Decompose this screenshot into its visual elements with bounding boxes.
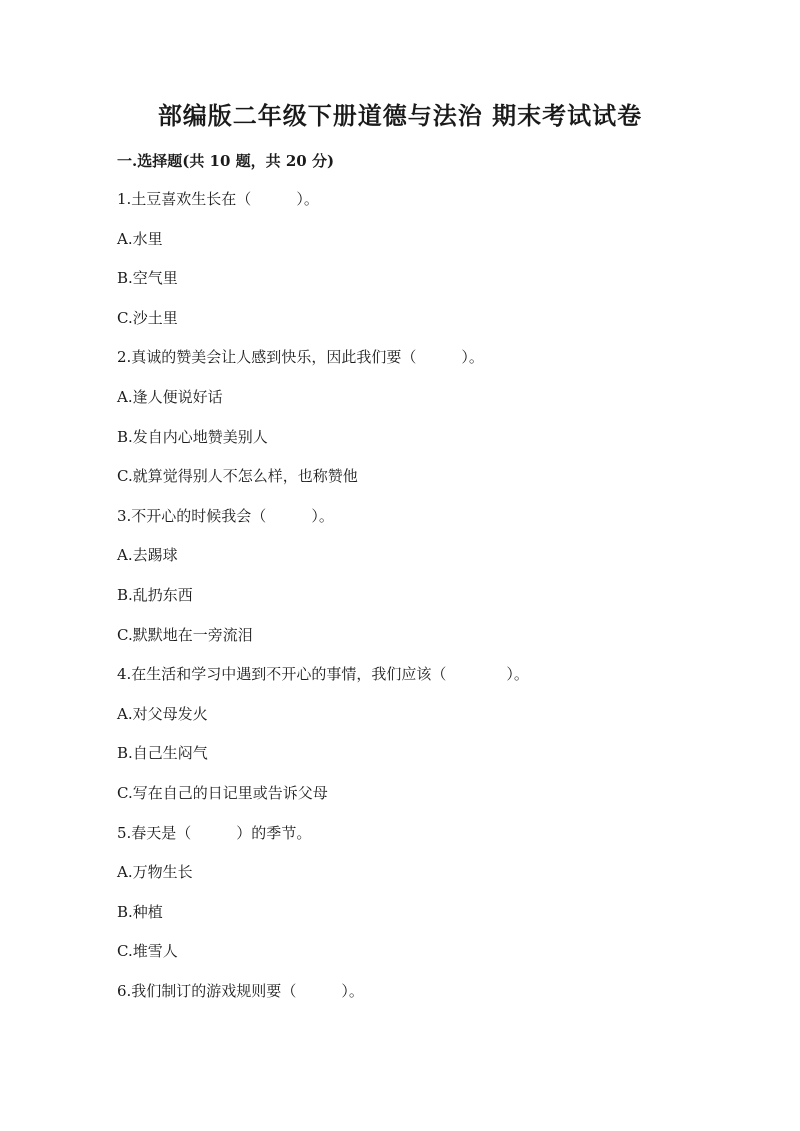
question-stem: 6.我们制订的游戏规则要（ ）。 xyxy=(117,982,364,1000)
answer-option: B.种植 xyxy=(117,903,163,921)
answer-option: C.写在自己的日记里或告诉父母 xyxy=(117,784,328,802)
answer-option: B.自己生闷气 xyxy=(117,744,208,762)
answer-option: C.沙土里 xyxy=(117,309,178,327)
question-stem: 1.土豆喜欢生长在（ ）。 xyxy=(117,190,319,208)
page-title: 部编版二年级下册道德与法治 期末考试试卷 xyxy=(157,101,643,130)
question-stem: 5.春天是（ ）的季节。 xyxy=(117,824,312,842)
answer-option: B.乱扔东西 xyxy=(117,586,193,604)
answer-option: C.就算觉得别人不怎么样，也称赞他 xyxy=(117,467,358,485)
answer-option: A.去踢球 xyxy=(117,546,178,564)
answer-option: A.万物生长 xyxy=(117,863,193,881)
question-stem: 4.在生活和学习中遇到不开心的事情，我们应该（ ）。 xyxy=(117,665,529,683)
question-stem: 3.不开心的时候我会（ ）。 xyxy=(117,507,334,525)
answer-option: A.逢人便说好话 xyxy=(117,388,223,406)
question-stem: 2.真诚的赞美会让人感到快乐，因此我们要（ ）。 xyxy=(117,348,484,366)
answer-option: B.空气里 xyxy=(117,269,178,287)
answer-option: A.水里 xyxy=(117,230,163,248)
answer-option: A.对父母发火 xyxy=(117,705,208,723)
answer-option: C.堆雪人 xyxy=(117,942,178,960)
answer-option: C.默默地在一旁流泪 xyxy=(117,626,253,644)
section-heading: 一.选择题(共 10 题，共 20 分) xyxy=(117,152,335,170)
answer-option: B.发自内心地赞美别人 xyxy=(117,428,268,446)
